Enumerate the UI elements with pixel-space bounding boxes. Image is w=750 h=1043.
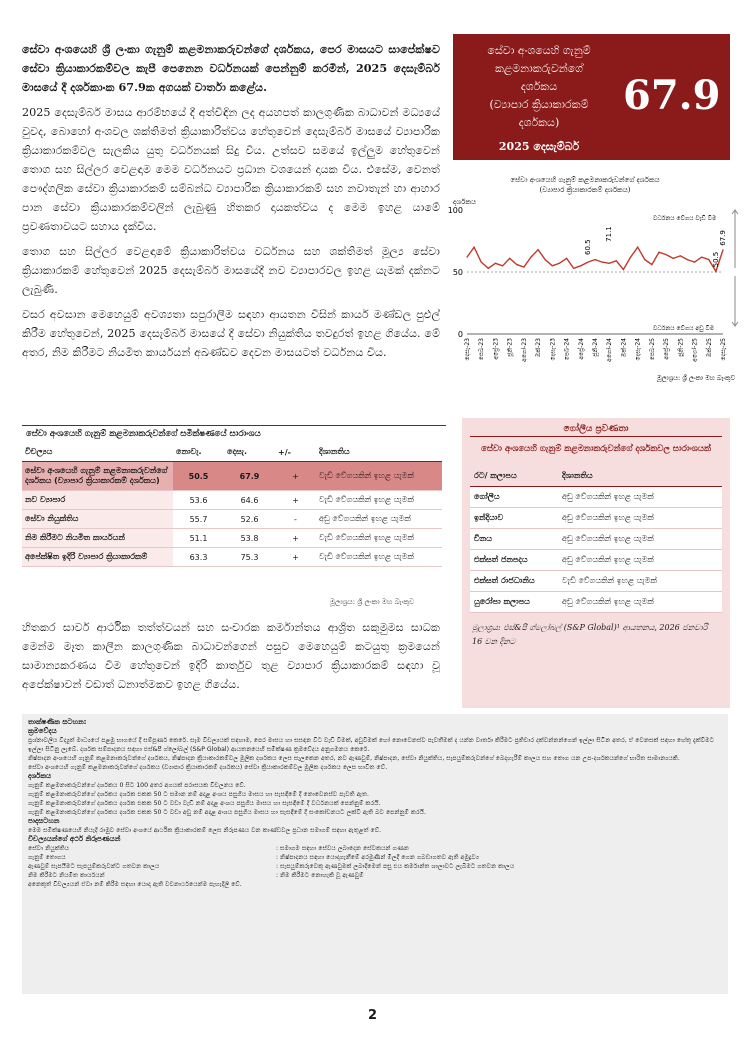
data-point: [580, 265, 581, 266]
data-point: [509, 258, 510, 259]
y-tick-label: 0: [457, 330, 463, 339]
x-tick-label: අගෝ-23: [520, 338, 528, 362]
data-point: [502, 265, 503, 266]
table-row: සේවා අංශයෙහි ගැනුම් කළමනාකරුවන්ගේ දර්ශකය (ව්‍යාපාර ක්‍රියාකාරකම් දර්ශකය) 50.5 67.9 + වැඩි වේගයකින් ඉහළ යැමක්: [22, 462, 442, 491]
data-point: [637, 247, 638, 248]
x-tick-label: ජූනි-23: [506, 338, 514, 357]
arrow-up-label: වර්ධනය වේගය වැඩි විම: [653, 215, 717, 222]
table-row: චීනය අඩු වේගයකින් ඉහළ යැමක්: [470, 529, 722, 550]
data-point: [545, 259, 546, 260]
table-row: එක්සත් ජනපදය අඩු වේගයකින් ඉහළ යැමක්: [470, 550, 722, 571]
data-point: [658, 252, 659, 253]
data-point: [722, 249, 723, 250]
data-point: [623, 269, 624, 270]
data-point: [673, 258, 674, 259]
global-trends-box: [462, 418, 730, 708]
table-row: එක්සත් රාජධානිය වැඩි වේගයකින් ඉහළ යැමක්: [470, 571, 722, 592]
global-trends-heading: ගෝලීය ප්‍රවණතා: [470, 418, 722, 437]
list-item: සේවා නියුක්තිය : සමාගම සඳහා සේවය ලබාදෙන සේවකයන් ගණන: [28, 845, 409, 852]
data-point: [488, 268, 489, 269]
col-nov: නොවැ.: [173, 443, 224, 462]
data-point: [523, 266, 524, 267]
data-point: [594, 259, 595, 260]
data-point: [552, 265, 553, 266]
global-trends-subheading: සේවා අංශයෙහි ගැනුම් කළමනාකරුවන්ගේ දර්ශකවල සාරාංශයක්: [481, 444, 711, 454]
data-point: [708, 259, 709, 260]
data-point: [666, 254, 667, 255]
page-number: 2: [368, 1008, 378, 1023]
pmi-line-chart: [447, 172, 743, 392]
data-point: [566, 258, 567, 259]
x-tick-label: පෙබ-25: [648, 338, 656, 361]
data-point: [559, 263, 560, 264]
data-point: [587, 261, 588, 262]
data-point: [694, 261, 695, 262]
chart-subtitle: (ව්‍යාපාර ක්‍රියාකාරකම් දර්ශකය): [539, 186, 631, 194]
chart-ylabel: දර්ශකය: [453, 198, 477, 206]
x-tick-label: අප්‍රේ-25: [663, 338, 671, 360]
data-point: [481, 261, 482, 262]
x-tick-label: ජූනි-24: [592, 338, 599, 357]
y-tick-label: 100: [447, 206, 463, 215]
data-label: 60.5: [583, 239, 592, 255]
x-tick-label: අප්‍රේ-23: [492, 338, 500, 360]
list-item: නිම කිරීමට නියමිත කාර්යයන් : නිම කිරීමට නොහැකි වූ ඇණවුම්: [28, 872, 364, 879]
col-variable: විචල්‍යය: [22, 443, 173, 462]
global-trends-source: මූලාශ්‍රය: එස්&පී ග්ලෝබල් (S&P Global)¹ ආයතනය, 2026 ජනවාරි 16 වන දිනට: [472, 623, 708, 646]
table-row: යුරෝපා කලාපය අඩු වේගයකින් ඉහළ යැමක්: [470, 592, 722, 613]
data-point: [651, 264, 652, 265]
summary-table-source: මූලාශ්‍රය: ශ්‍රී ලංකා මහ බැංකුව: [330, 598, 415, 606]
intro-paragraph-2: 2025 දෙසැම්බර් මාසය ආරම්භයේ දී අත්විඳින ලද අයහපත් කාලගුණික බාධාවන් මධ්‍යයේ වුවද, බොහෝ අංශවල ශක්තිමත් ක්‍රියාකාරිත්වය හේතුවෙන් දෙසැම්බර් මාසයේ ව්‍යාපාරික ක්‍රියාකාරකම්වල සැලකිය යුතු වර්ධනයක් සිදු විය. උත්සව සමයේ ඉල්ලුම හේතුවෙන් තොග සහ සිල්ලර වෙළඳාම මෙම වර්ධනයට ප්‍රධාන වශයෙන් දායක විය. එසේම, වෙනත් පෞද්ගලික සේවා ක්‍රියාකාරකම් සම්බන්ධ ව්‍යාපාරික ක්‍රියාකාරකම් සහ නවාතැන් හා ආහාර පාන සේවා ක්‍රියාකාරකම්වලින් ලැබුණු හිතකර දායකත්වය ද මෙම ඉහළ යාමේ ප්‍රවණතාවයට සහාය දැක්විය.: [22, 106, 440, 233]
list-item: ගැනුම් තොගය : නිෂ්පාදනය සඳහා යොදාගැනීමේ අරමුණින් මිලදී ගෙන ගබඩාගතව ඇති අමුද්‍රව්‍ය: [28, 854, 480, 861]
pmi-headline-label: සේවා අංශයෙහි ගැනුම් කළමනාකරුවන්ගේ දර්ශකය (ව්‍යාපාර ක්‍රියාකාරකම් දර්ශකය) 2025 දෙසැම්බර්: [487, 44, 591, 153]
arrow-down-label: වර්ධනය වේගය අඩු විම: [653, 325, 715, 332]
x-tick-label: අගෝ-24: [606, 338, 614, 362]
data-label: 50.5: [711, 251, 720, 268]
col-sign: +/-: [275, 443, 316, 462]
x-tick-label: දෙසැ-23: [464, 338, 471, 361]
data-point: [573, 268, 574, 269]
data-point: [701, 257, 702, 258]
data-point: [466, 257, 467, 258]
list-item: ඇණවුම් සැපයීමට සැපයුම්කරුවන්ට ගතවන කාලය : සැපයුම්කරුවෙකු ඇණවුමක් ලබාදීමෙන් පසු එය කර්මාන්ත ශාලාවට ලැබීමට ගතවන කාලය: [28, 863, 515, 870]
data-point: [516, 264, 517, 265]
data-point: [602, 261, 603, 262]
x-tick-label: දෙසැ-25: [720, 338, 727, 361]
data-point: [630, 257, 631, 258]
table-row: ගෝලීය අඩු වේගයකින් ඉහළ යැමක්: [470, 487, 722, 508]
table-row: ඉන්දියාව අඩු වේගයකින් ඉහළ යැමක්: [470, 508, 722, 529]
data-point: [495, 263, 496, 264]
data-point: [644, 259, 645, 260]
pmi-chart-svg: [447, 172, 743, 392]
data-point: [680, 255, 681, 256]
intro-paragraph-1: සේවා අංශයෙහි ශ්‍රී ලංකා ගැනුම් කළමනාකරුවන්ගේ දර්ශකය, පෙර මාසයට සාපේක්ෂව සේවා ක්‍රියාකාරකම්වල කැපී පෙනෙන වර්ධනයක් පෙන්නුම් කරමින්, 2025 දෙසැම්බර් මාසයේ දී දර්ශකාංක 67.9ක අගයක් වාර්තා කළේය.: [22, 42, 440, 94]
table-row: නව ව්‍යාපාර 53.6 64.6 + වැඩි වේගයකින් ඉහළ යැමක්: [22, 491, 442, 510]
data-point: [609, 263, 610, 264]
data-point: [530, 257, 531, 258]
col-dec: දෙසැ.: [224, 443, 275, 462]
table-row: නිම කිරීමට නියමිත කාර්යයන් 51.1 53.8 + වැඩි වේගයකින් ඉහළ යැමක්: [22, 529, 442, 548]
intro-text: [22, 40, 440, 368]
x-tick-label: ඔක්-23: [535, 338, 543, 358]
data-point: [715, 271, 716, 272]
data-point: [616, 260, 617, 261]
x-tick-label: අගෝ-25: [691, 338, 699, 362]
table-row: සේවා නියුක්තිය 55.7 52.6 - අඩු වේගයකින් ඉහළ යැමක්: [22, 510, 442, 529]
data-point: [538, 249, 539, 250]
technical-notes: තාක්ෂණික සටහන: ක්‍රමවේදය ප්‍රශ්නාවලිය විද්‍යුත් මාධ්‍යයේ පළමු භාගයේ දී සම්පූර්ණ කෙරේ. සෑම විචල්‍යයක් සඳහාම, පෙර මාසය හා සසඳන විට වැඩි වීමක්, අඩුවීමක් හෝ නොවෙනස්ව පැවතීමක් ද යන්න වාර්තා කිරීමට ප්‍රතිචාර දක්වන්නන්ගෙන් ඉල්ලා සිටින අතර, ඒ වෙනසක් සඳහා හේතු දැක්වීමට ඉල්ලා සිටිනු ලැබේ. දර්ශක සම්පාදනය සඳහා එස්&පී ග්ලෝබල් (S&P Global) ආයතනයෙහි සමීක්ෂණ ක්‍රමවේදය අනුගමනය කෙරේ. නිෂ්පාදන අංශයෙහි ගැනුම් කළමනාකරුවන්ගේ දර්ශකය, නිෂ්පාදන ක්‍රියාකාරකම්වල මූලික දර්ශකය ලෙස සැලකෙන අතර, නව ඇණවුම්, නිෂ්පාදන, සේවා නියුක්තිය, සැපයුම්කරුවන්ගේ බෙදාහැරීම් කාලය සහ තොග යන උප-දර්ශකයන්ගේ භාරිත සාමාන්‍යයකි. සේවා අංශයෙහි ගැනුම් කළමනාකරුවන්ගේ දර්ශකය (ව්‍යාපාර ක්‍රියාකාරකම් දර්ශකය) සේවා ක්‍රියාකාරකම්වල මූලික දර්ශකය ලෙස භාවිත වේ. දර්ශකය ගැනුම් කළමනාකරුවන්ගේ දර්ශකය 0 සිට 100 අතර අගයක් පරාසයක විචලනය වේ. ගැනුම් කළමනාකරුවන්ගේ දර්ශකය දර්ශක එකක 50 ට සමාන නම් අදාළ අංශය පසුගිය මාසය හා සැසඳීමේ දී නොවෙනස්ව පැවති ඇත. ගැනුම් කළමනාකරුවන්ගේ දර්ශකය දර්ශක එකක 50 ට වඩා වැඩි නම් අදාළ අංශය පසුගිය මාසය හා සැසඳීමේ දී වර්ධනයක් පෙන්නුම් කරයි. ගැනුම් කළමනාකරුවන්ගේ දර්ශකය දර්ශක එකක 50 ට වඩා අඩු නම් අදාළ අංශය පසුගිය මාසය හා සැසඳීමේ දී සංකෝචනයට ලක්වී ඇති බව පෙන්නුම් කරයි. පාදසටහන මෙම සමීක්ෂණයෙහි නියැදි රාමුව සේවා අංශයේ ආර්ථික ක්‍රියාකාරකම් ලෙස නිරූපණය වන කාණ්ඩවල ප්‍රධාන සමාගම් සඳහා ඇතුළත් වේ. විචල්‍යයන්ගේ අර්ථ නිරූපණයන් සේවා නියුක්තිය : සමාගම සඳහා සේවය ලබාදෙන සේවකයන් ගණන ගැනුම් තොගය : නිෂ්පාදනය සඳහා යොදාගැනීමේ අරමුණින් මිලදී ගෙන ගබඩාගතව ඇති අමුද්‍රව්‍ය ඇණවුම් සැපයීමට සැපයුම්කරුවන්ට ගතවන කාලය : සැපයුම්කරුවෙකු ඇණවුමක් ලබාදීමෙන් පසු එය කර්මාන්ත ශාලාවට ලැබීමට ගතවන කාලය නිම කිරීමට නියමිත කාර්යයන් : නිම කිරීමට නොහැකි වූ ඇණවුම් අනෙකුත් විචල්‍යයන් ඒවා නම් කිරීම සඳහා යොදා ඇති වචනාර්ථයෙන්ම පැහැදිලි වේ.: [22, 714, 728, 994]
data-point: [687, 259, 688, 260]
x-tick-label: ජූනි-25: [677, 338, 685, 357]
summary-table: [22, 443, 442, 567]
summary-table-title: සේවා අංශයෙහි ගැනුම් කළමනාකරුවන්ගේ සමීක්ෂණයේ සාරාංශය: [22, 425, 446, 442]
intro-paragraph-4: වසර අවසාන මෙහෙයුම් අවශ්‍යතා සපුරාලීම සඳහා ආයතන විසින් කාර්ය මණ්ඩල පුළුල් කිරීම හේතුවෙන්, 2025 දෙසැම්බර් මාසයේ දී සේවා නියුක්තිය තවදුරත් ඉහළ ගියේය. මේ අතර, නිම කිරීමට නියමිත කාර්යයන් අඛණ්ඩව දෙවන මාසයටත් වර්ධනය විය.: [22, 308, 440, 359]
pmi-headline-value: 67.9: [623, 72, 721, 119]
col-direction: දිශානතිය: [316, 443, 442, 462]
data-point: [474, 247, 475, 248]
x-tick-label: ඔක්-24: [620, 338, 628, 358]
data-label: 67.9: [719, 230, 727, 246]
chart-source: මූලාශ්‍රය: ශ්‍රී ලංකා මහ බැංකුව: [656, 374, 735, 382]
x-tick-label: අප්‍රේ-24: [577, 338, 585, 360]
data-label: 71.1: [605, 226, 614, 242]
outlook-paragraph: හිතකර සාර්ව ආර්ථික තත්ත්වයන් සහ සංචාරක කර්මාන්තය ආශ්‍රිත සකුමුමස සාධක මෙන්ම මෑත කාලීන කාලගුණික බාධාවන්ගෙන් පසුව මෙහෙයුම් කටයුතු ක්‍රමයෙන් සාමාන්‍යකරණය වීම හේතුවෙන් ඉදිරි කාර්තුව තුළ ව්‍යාපාර ක්‍රියාකාරකම් සඳහා වූ අපේක්ෂාවන් වඩාත් ධනාත්මකව ඉහළ ගියේය.: [22, 621, 440, 691]
pmi-headline-box: [453, 34, 730, 160]
x-tick-label: දෙසැ-23: [549, 338, 557, 361]
y-tick-label: 50: [452, 268, 463, 277]
x-tick-label: දෙසැ-24: [634, 338, 642, 361]
chart-title: සේවා අංශයෙහි ගැනුම් කළමනාකරුවන්ගේ දර්ශකය: [510, 176, 660, 184]
global-trends-table: රට/ කලාපය දිශානතිය ගෝලීය අඩු වේගයකින් ඉහළ යැමක් ඉන්දියාව අඩු වේගයකින් ඉහළ යැමක් චීනය අඩු වේගයකින් ඉහළ යැමක් එක්සත් ජනපදය අඩු වේගයකින් ඉහළ යැමක් එක්සත් රාජධානිය වැඩි වේගයකින් ඉහළ යැමක් යුරෝපා කලාපය අඩු වේගයකින් ඉහළ යැමක්: [470, 466, 722, 613]
table-row: අපේක්ෂිත ඉදිරි ව්‍යාපාර ක්‍රියාකාරකම් 63.3 75.3 + වැඩි වේගයකින් ඉහළ යැමක්: [22, 548, 442, 567]
x-tick-label: පෙබ-23: [478, 338, 486, 361]
x-tick-label: ඔක්-25: [705, 338, 713, 358]
intro-paragraph-3: තොග සහ සිල්ලර වෙළඳාමේ ක්‍රියාකාරිත්වය වර්ධනය සහ ශක්තිමත් මූල්‍ය සේවා ක්‍රියාකාරකම් හේතුවෙන් 2025 දෙසැම්බර් මාසයේදී නව ව්‍යාපාරවල ඉහළ යැමක් දක්නට ලැබුණි.: [22, 245, 440, 296]
x-tick-label: පෙබ-24: [563, 338, 571, 361]
